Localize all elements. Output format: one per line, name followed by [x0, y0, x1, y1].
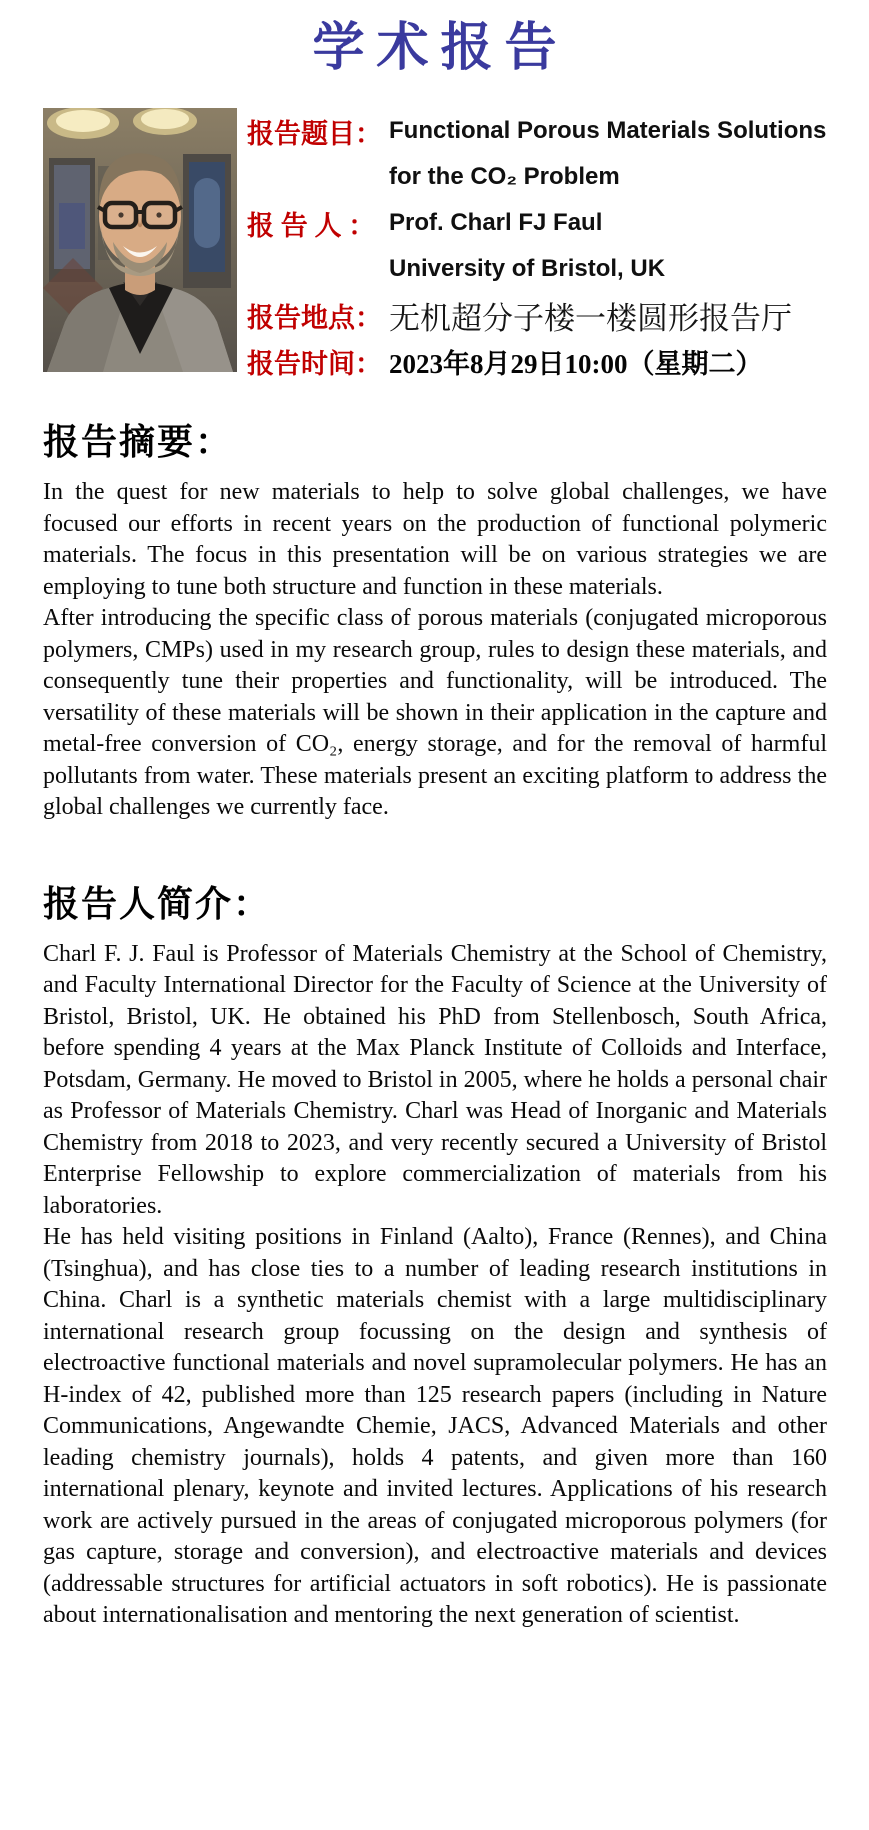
time-value: 2023年8月29日10:00（星期二） — [389, 348, 763, 379]
row-report-title-cont — [247, 154, 826, 200]
abstract-body — [43, 477, 827, 824]
speaker-name-value: Prof. Charl FJ Faul — [389, 209, 603, 236]
time-label: 报告时间： — [247, 348, 382, 379]
bio-paragraph-1: Charl F. J. Faul is Professor of Materials Chemistry at the School of Chemistry, and Faculty International Director for the Faculty of Science at the University of Bristol, Bristol, UK. He obtained his PhD from Stellenbosch, South Africa, before spending 4 years at the Max Planck Institute of Colloids and Interface, Potsdam, Germany. He moved to Bristol in 2005, where he holds a personal chair as Professor of Materials Chemistry. Charl was Head of Inorganic and Materials Chemistry from 2018 to 2023, and very recently secured a University of Bristol Enterprise Fellowship to explore commercialization of materials from his laboratories. — [43, 940, 827, 1219]
abstract-section — [43, 414, 827, 824]
row-speaker-affiliation — [247, 246, 826, 292]
abstract-heading: 报告摘要： — [43, 422, 234, 463]
speaker-label: 报 告 人 ： — [247, 210, 376, 241]
report-title-label: 报告题目： — [247, 118, 382, 149]
row-speaker — [247, 200, 826, 246]
header-block — [43, 108, 869, 384]
venue-value: 无机超分子楼一楼圆形报告厅 — [389, 300, 792, 336]
speaker-photo — [43, 108, 237, 372]
bio-section — [43, 876, 827, 1632]
report-title-value-line2: for the CO₂ Problem — [389, 163, 620, 190]
bio-paragraph-2: He has held visiting positions in Finland (Aalto), France (Rennes), and China (Tsinghua), and has close ties to a number of leading research institutions in China. Charl is a synthetic materials chemist with a large multidisciplinary international research group focussing on the design and synthesis of electroactive functional materials and novel supramolecular polymers. He has an H-index of 42, published more than 125 research papers (including in Nature Communications, Angewandte Chemie, JACS, Advanced Materials and other leading chemistry journals), holds 4 patents, and given more than 160 international plenary, keynote and invited lectures. Applications of his research work are actively pursued in the areas of conjugated microporous polymers (for gas capture, storage and conversion), and electroactive materials and devices (addressable structures for artificial actuators in soft robotics). He is passionate about internationalisation and mentoring the next generation of scientist. — [43, 1224, 827, 1628]
bio-body — [43, 939, 827, 1632]
report-title-value-line1: Functional Porous Materials Solutions — [389, 117, 827, 144]
venue-label: 报告地点： — [247, 302, 382, 333]
abstract-paragraph-1: In the quest for new materials to help to solve global challenges, we have focused our efforts in recent years on the production of functional polymeric materials. The focus in this presentation will be on various strategies we are employing to tune both structure and function in these materials. — [43, 479, 827, 600]
speaker-affiliation-value: University of Bristol, UK — [389, 255, 666, 282]
row-time — [247, 338, 826, 384]
bio-heading: 报告人简介： — [43, 883, 272, 925]
abstract-paragraph-2: After introducing the specific class of porous materials (conjugated microporous polymers, CMPs) used in my research group, rules to design these materials, and consequently tune their properties and functionality, will be introduced. The versatility of these materials will be shown in their application in the capture and metal-free conversion of CO₂, energy storage, and for the removal of harmful pollutants from water. These materials present an exciting platform to address the global challenges we currently face. — [43, 605, 827, 820]
row-venue — [247, 292, 826, 338]
row-report-title — [247, 108, 826, 154]
speaker-photo-illustration — [43, 108, 237, 372]
talk-info — [247, 108, 826, 384]
page-title: 学术报告 — [312, 18, 569, 78]
